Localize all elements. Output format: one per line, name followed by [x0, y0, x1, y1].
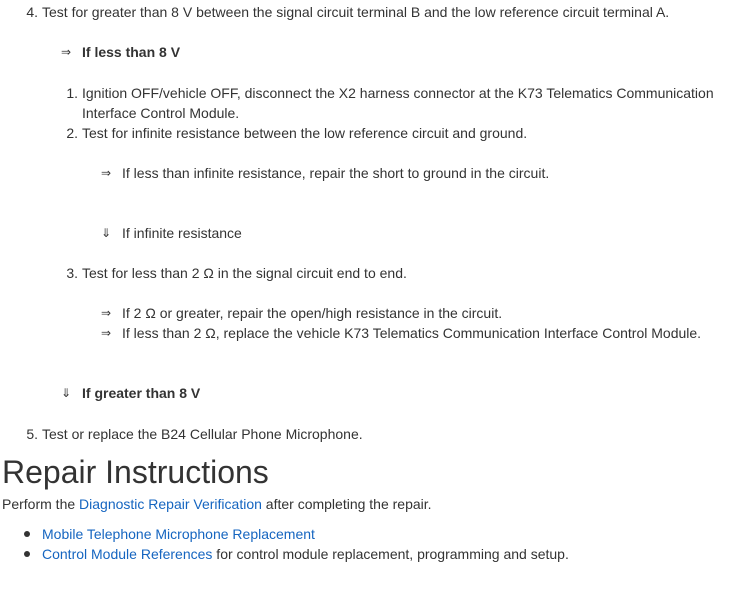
result-less-than-infinite: If less than infinite resistance, repair the short to ground in the circuit. [122, 165, 550, 181]
list-item [42, 544, 569, 564]
substep-1-text-line2: Interface Control Module. [82, 105, 240, 121]
if-less-than-8v-label: If less than 8 V [82, 44, 181, 60]
list-item-after: for control module replacement, programming and setup. [212, 546, 569, 562]
list-item [42, 524, 315, 544]
right-double-arrow-icon: ⇒ [101, 326, 112, 340]
step-5-text: Test or replace the B24 Cellular Phone Microphone. [42, 426, 363, 442]
bullet-icon [24, 551, 30, 557]
down-double-arrow-icon: ⇓ [61, 386, 72, 400]
diagnostic-repair-verification-link[interactable]: Diagnostic Repair Verification [79, 496, 262, 512]
down-double-arrow-icon: ⇓ [101, 226, 112, 240]
result-replace-module: If less than 2 Ω, replace the vehicle K73 Telematics Communication Interface Control Module. [122, 325, 702, 341]
substep-1-number: 1. [66, 85, 78, 101]
step-4-number: 4. [26, 4, 38, 20]
substep-2-text: Test for infinite resistance between the low reference circuit and ground. [82, 125, 528, 141]
substep-2-number: 2. [66, 125, 78, 141]
repair-intro-after: after completing the repair. [261, 496, 432, 512]
repair-instructions-heading: Repair Instructions [2, 454, 269, 490]
step-5-number: 5. [26, 426, 38, 442]
mobile-telephone-microphone-replacement-link[interactable]: Mobile Telephone Microphone Replacement [42, 526, 315, 542]
bullet-icon [24, 531, 30, 537]
result-infinite-resistance: If infinite resistance [122, 225, 242, 241]
right-double-arrow-icon: ⇒ [101, 306, 112, 320]
repair-intro-before: Perform the [2, 496, 80, 512]
substep-1-text-line1: Ignition OFF/vehicle OFF, disconnect the X2 harness connector at the K73 Telematics Communication [82, 85, 714, 101]
right-double-arrow-icon: ⇒ [101, 166, 112, 180]
right-double-arrow-icon: ⇒ [61, 45, 72, 59]
result-open-high-resistance: If 2 Ω or greater, repair the open/high resistance in the circuit. [122, 305, 503, 321]
if-greater-than-8v-label: If greater than 8 V [82, 385, 201, 401]
repair-intro [2, 494, 432, 514]
substep-3-number: 3. [66, 265, 78, 281]
substep-3-text: Test for less than 2 Ω in the signal circuit end to end. [82, 265, 407, 281]
step-4-text: Test for greater than 8 V between the signal circuit terminal B and the low reference circuit terminal A. [42, 4, 670, 20]
control-module-references-link[interactable]: Control Module References [42, 546, 213, 562]
